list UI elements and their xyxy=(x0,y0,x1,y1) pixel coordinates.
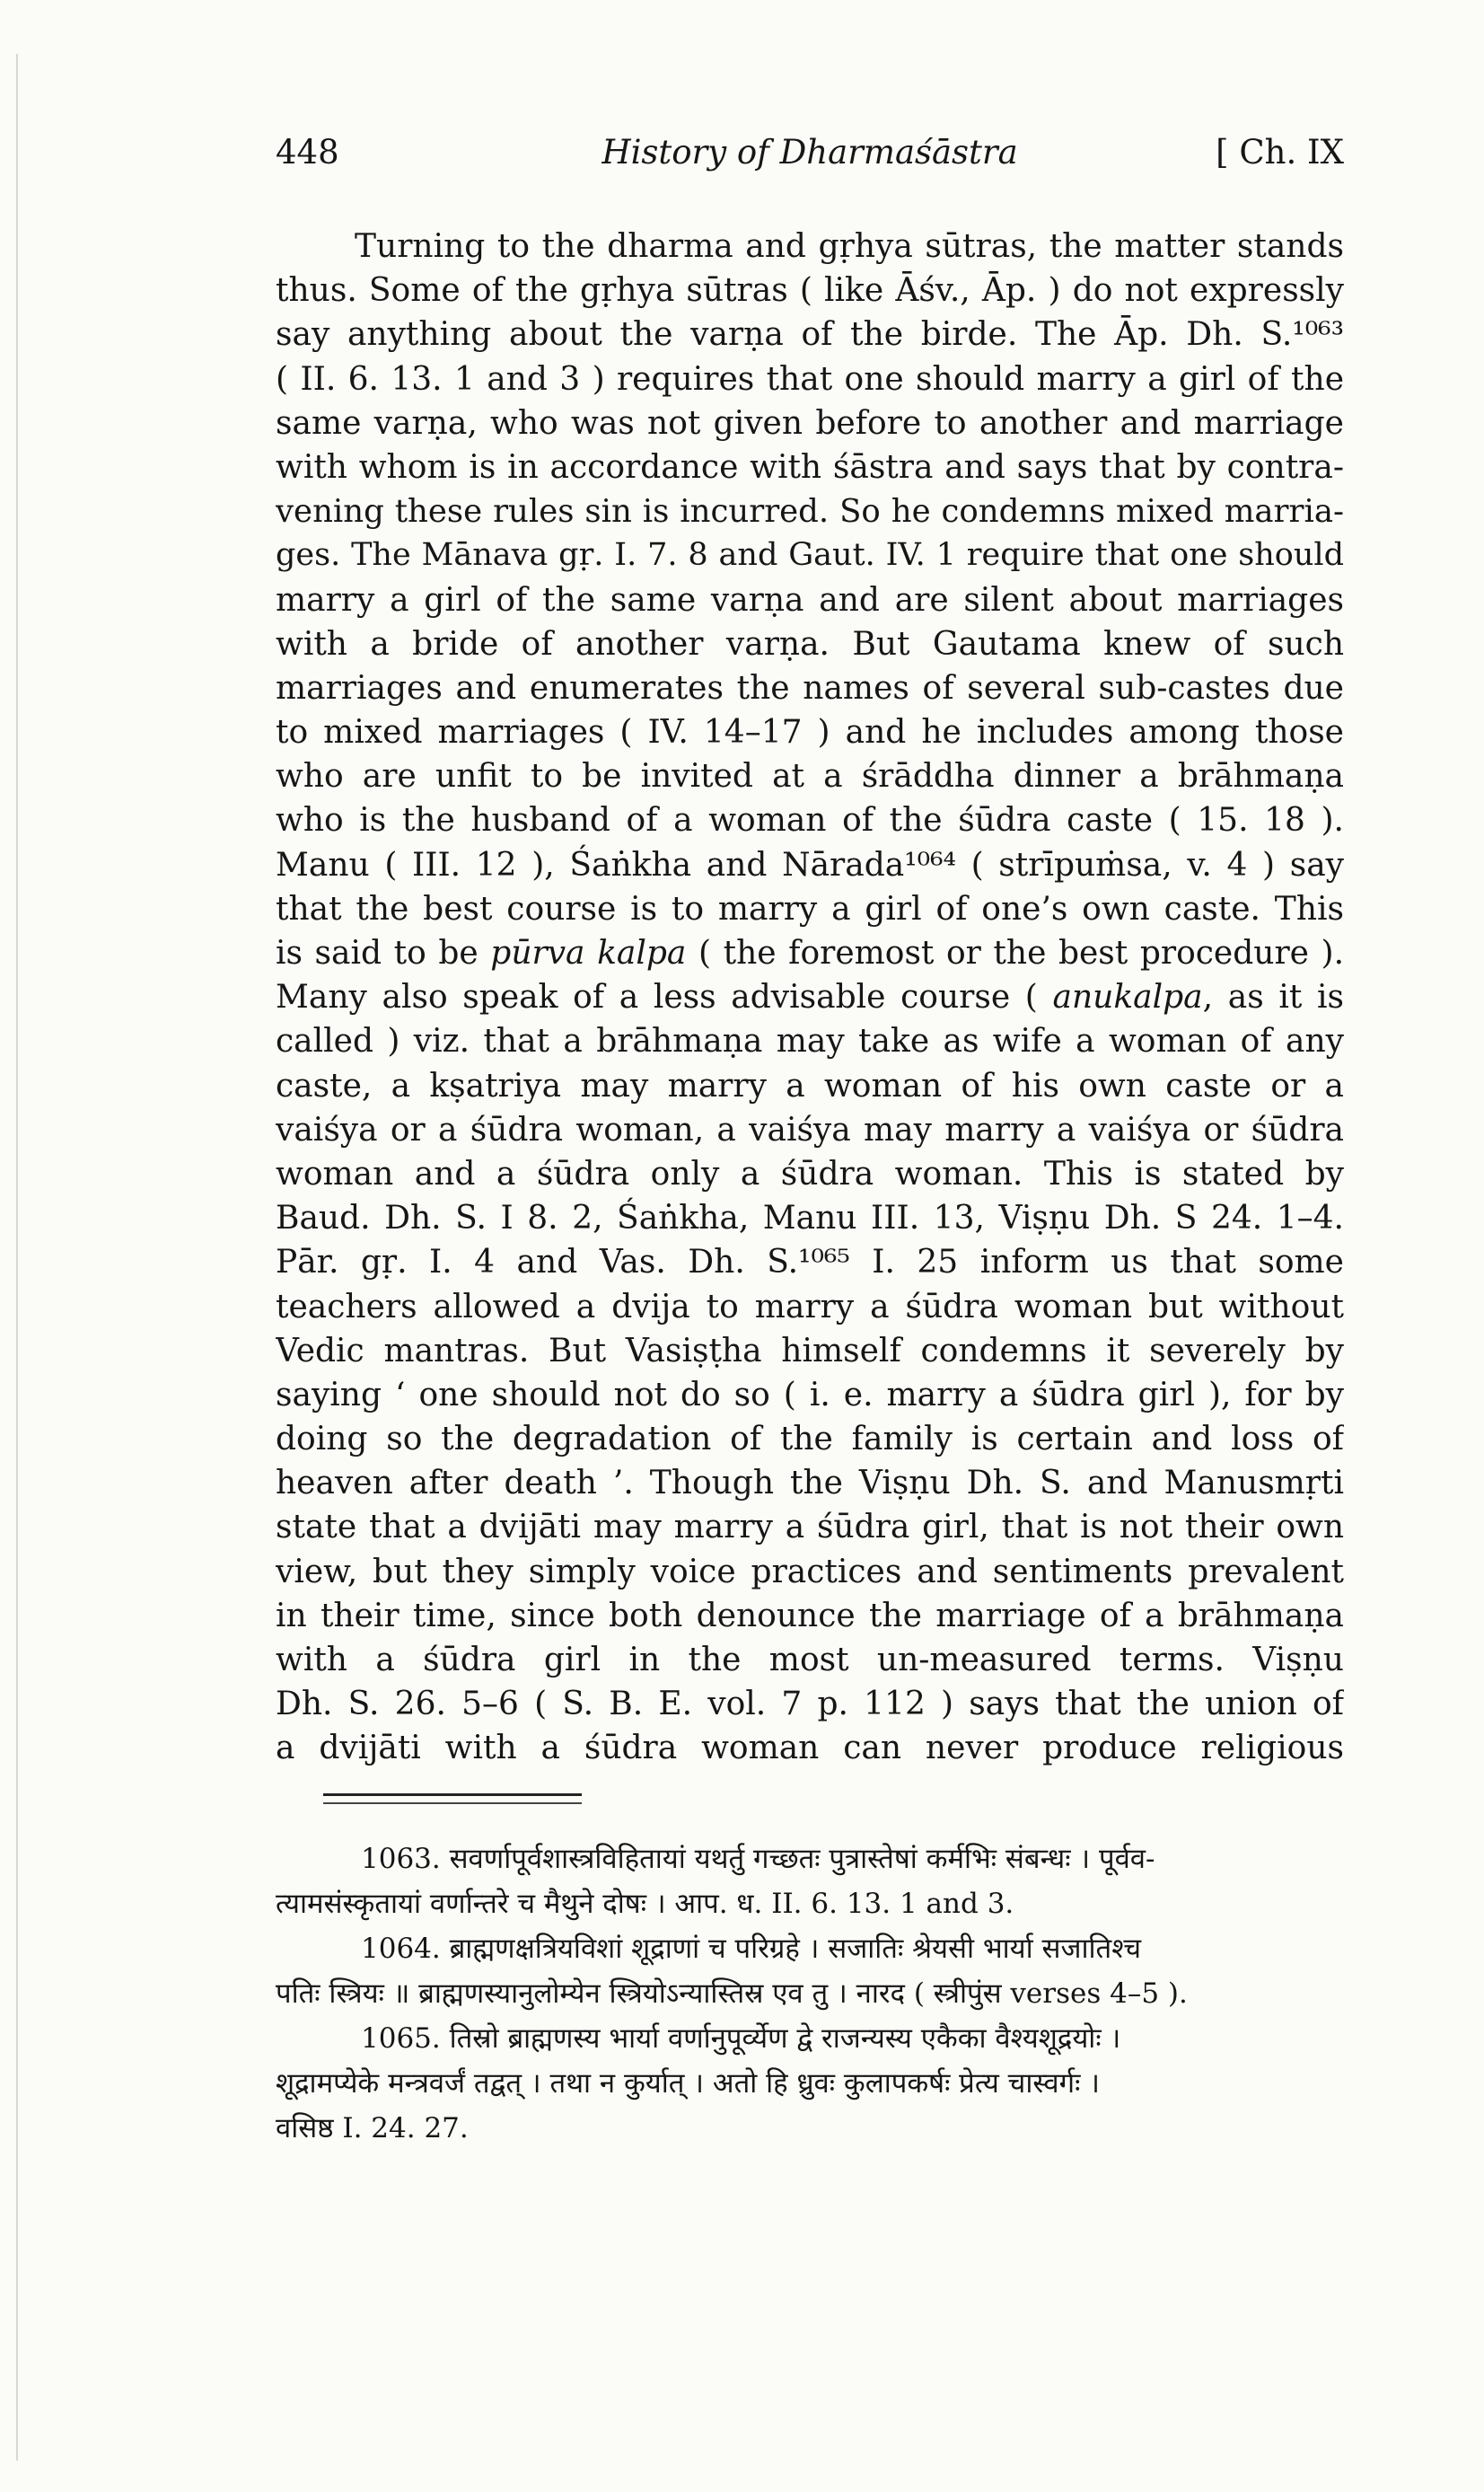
text-line: woman and a śūdra only a śūdra woman. This is stated by xyxy=(276,1155,1344,1193)
text-line: to mixed marriages ( IV. 14–17 ) and he includes among those xyxy=(276,714,1344,752)
text-line: Vedic mantras. But Vasiṣṭha himself condemns it severely by xyxy=(276,1332,1344,1369)
page-number: 448 xyxy=(276,133,339,172)
text-line: vening these rules sin is incurred. So he condemns mixed marria- xyxy=(276,493,1344,531)
text-line: vaiśya or a śūdra woman, a vaiśya may marry a vaiśya or śūdra xyxy=(276,1111,1344,1149)
text-line: who are unfit to be invited at a śrāddha dinner a brāhmaṇa xyxy=(276,758,1344,796)
text-line: Baud. Dh. S. I 8. 2, Śaṅkha, Manu III. 13, Viṣṇu Dh. S 24. 1–4. xyxy=(276,1200,1344,1237)
footnote-line: 1064. ब्राह्मणक्षत्रियविशां शूद्राणां च परिग्रहे । सजातिः श्रेयसी भार्या सजातिश्च xyxy=(361,1933,1142,1965)
text-line: ges. The Mānava gṛ. I. 7. 8 and Gaut. IV. 1 require that one should xyxy=(276,537,1344,574)
text-line: Manu ( III. 12 ), Śaṅkha and Nārada¹⁰⁶⁴ ( strīpuṁsa, v. 4 ) say xyxy=(276,846,1344,884)
footnote-rule-bottom xyxy=(323,1802,582,1804)
footnotes xyxy=(276,1836,1344,2151)
text-line: say anything about the varṇa of the birde. The Āp. Dh. S.¹⁰⁶³ xyxy=(276,316,1344,354)
text-line: doing so the degradation of the family is certain and loss of xyxy=(276,1421,1344,1458)
text-line: state that a dvijāti may marry a śūdra girl, that is not their own xyxy=(276,1509,1344,1546)
main-text xyxy=(276,225,1344,1771)
text-line: is said to be pūrva kalpa ( the foremost or the best procedure ). xyxy=(276,935,1344,972)
text-line: a dvijāti with a śūdra woman can never produce religious xyxy=(276,1730,1344,1767)
footnote-line: पतिः स्त्रियः ॥ ब्राह्मणस्यानुलोम्येन स्त्रियोऽन्यास्तिस्र एव तु । नारद ( स्त्रीपुंस verses 4–5 ). xyxy=(276,1977,1188,2010)
text-line: teachers allowed a dvija to marry a śūdra woman but without xyxy=(276,1288,1344,1325)
text-line: Pār. gṛ. I. 4 and Vas. Dh. S.¹⁰⁶⁵ I. 25 inform us that some xyxy=(276,1244,1344,1281)
text-line: Turning to the dharma and gṛhya sūtras, the matter stands xyxy=(355,228,1344,265)
footnote-line: 1063. सवर्णापूर्वशास्त्रविहितायां यथर्तु गच्छतः पुत्रास्तेषां कर्मभिः संबन्धः । पूर्वव- xyxy=(361,1843,1155,1875)
text-line: with a bride of another varṇa. But Gautama knew of such xyxy=(276,625,1344,663)
text-line: with a śūdra girl in the most un-measured terms. Viṣṇu xyxy=(276,1642,1344,1678)
text-line: thus. Some of the gṛhya sūtras ( like Āśv., Āp. ) do not expressly xyxy=(276,272,1344,310)
text-line: called ) viz. that a brāhmaṇa may take as wife a woman of any xyxy=(276,1023,1344,1061)
text-line: Dh. S. 26. 5–6 ( S. B. E. vol. 7 p. 112 ) says that the union of xyxy=(276,1686,1344,1723)
footnote-rule-top xyxy=(323,1793,582,1796)
text-line: that the best course is to marry a girl of one’s own caste. This xyxy=(276,890,1344,928)
footnote-line: शूद्रामप्येके मन्त्रवर्जं तद्वत् । तथा न कुर्यात् । अतो हि ध्रुवः कुलापकर्षः प्रेत्य चास्वर्गः । xyxy=(276,2067,1100,2100)
running-head xyxy=(276,133,1344,187)
text-line: view, but they simply voice practices and sentiments prevalent xyxy=(276,1553,1344,1590)
text-line: marriages and enumerates the names of several sub-castes due xyxy=(276,669,1344,707)
running-title: History of Dharmaśāstra xyxy=(602,133,1018,172)
footnote-line: 1065. तिस्रो ब्राह्मणस्य भार्या वर्णानुपूर्व्येण द्वे राजन्यस्य एकैका वैश्यशूद्रयोः । xyxy=(361,2022,1121,2055)
text-line: heaven after death ’. Though the Viṣṇu Dh. S. and Manusmṛti xyxy=(276,1465,1344,1502)
page-edge-shadow xyxy=(16,54,18,2461)
text-line: saying ‘ one should not do so ( i. e. marry a śūdra girl ), for by xyxy=(276,1376,1344,1413)
chapter-label: [ Ch. IX xyxy=(1216,133,1344,172)
text-line: caste, a kṣatriya may marry a woman of his own caste or a xyxy=(276,1067,1344,1105)
text-line: with whom is in accordance with śāstra and says that by contra- xyxy=(276,448,1344,486)
text-line: in their time, since both denounce the marriage of a brāhmaṇa xyxy=(276,1597,1344,1634)
text-line: ( II. 6. 13. 1 and 3 ) requires that one should marry a girl of the xyxy=(276,360,1344,398)
text-line: same varṇa, who was not given before to another and marriage xyxy=(276,404,1344,442)
text-line: Many also speak of a less advisable course ( anukalpa, as it is xyxy=(276,979,1344,1017)
footnote-line: वसिष्ठ I. 24. 27. xyxy=(276,2112,469,2144)
text-line: marry a girl of the same varṇa and are silent about marriages xyxy=(276,581,1344,619)
footnote-line: त्यामसंस्कृतायां वर्णान्तरे च मैथुने दोषः । आप. ध. II. 6. 13. 1 and 3. xyxy=(276,1888,1014,1920)
text-line: who is the husband of a woman of the śūdra caste ( 15. 18 ). xyxy=(276,802,1344,840)
